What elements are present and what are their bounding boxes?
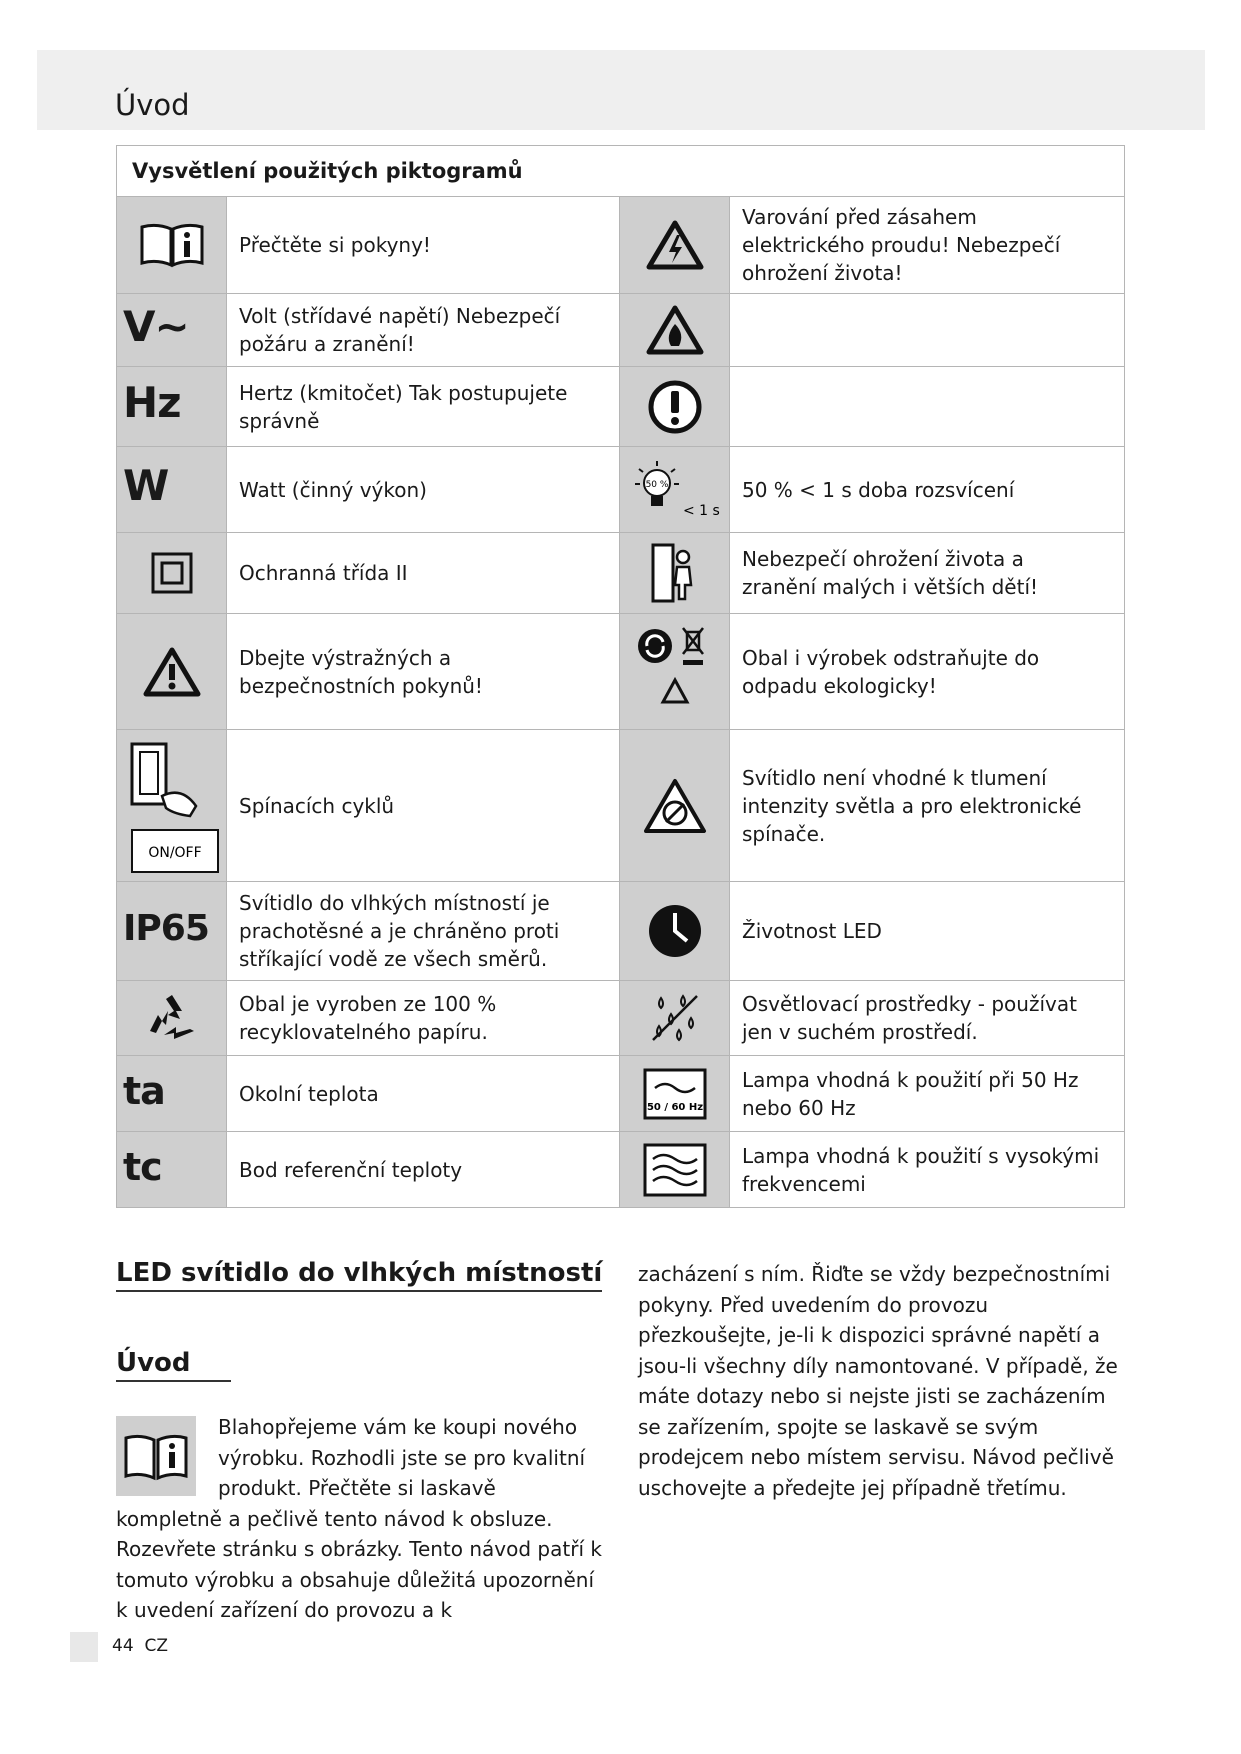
table-cell: Okolní teplota <box>227 1056 620 1132</box>
table-cell <box>730 367 1125 447</box>
table-row <box>117 882 1125 981</box>
table-cell: Svítidlo není vhodné k tlumení intenzity světla a pro elektronické spínače. <box>730 730 1125 882</box>
ip65-icon: IP65 <box>123 908 209 949</box>
warning-triangle-icon <box>117 646 226 698</box>
table-cell: Bod referenční teploty <box>227 1132 620 1208</box>
section-title: LED svítidlo do vlhkých místností <box>116 1258 602 1292</box>
table-cell: Ochranná třída II <box>227 533 620 614</box>
recycling-disposal-icon <box>620 622 729 722</box>
table-cell: Varování před zásahem elektrického proudu! Nebezpečí ohrožení života! <box>730 197 1125 294</box>
section-subtitle: Úvod <box>116 1348 231 1382</box>
frequency-label: 50 / 60 Hz <box>646 1101 703 1113</box>
table-cell: Volt (střídavé napětí) Nebezpečí požáru a zranění! <box>227 294 620 367</box>
switch-cycles-icon <box>117 736 226 876</box>
footer <box>112 1636 168 1656</box>
table-cell: Osvětlovací prostředky - používat jen v suchém prostředí. <box>730 981 1125 1056</box>
table-row <box>117 533 1125 614</box>
volt-ac-icon: V~ <box>123 301 189 351</box>
table-cell: Hertz (kmitočet) Tak postupujete správně <box>227 367 620 447</box>
no-dimmer-icon <box>620 775 729 837</box>
electric-shock-warning-icon <box>620 219 729 271</box>
pictogram-table <box>116 145 1125 1208</box>
table-row <box>117 614 1125 730</box>
child-danger-icon <box>620 541 729 605</box>
table-cell: Dbejte výstražných a bezpečnostních pokynů! <box>227 614 620 730</box>
table-row <box>117 1132 1125 1208</box>
table-row <box>117 294 1125 367</box>
table-cell: Obal i výrobek odstraňujte do odpadu ekologicky! <box>730 614 1125 730</box>
body-left-column <box>116 1412 606 1626</box>
table-cell: 50 % < 1 s doba rozsvícení <box>730 447 1125 533</box>
table-cell: Svítidlo do vlhkých místností je prachotěsné a je chráněno proti stříkající vodě ze všech směrů. <box>227 882 620 981</box>
body-text-left: Blahopřejeme vám ke koupi nového výrobku. Rozhodli jste se pro kvalitní produkt. Přečtěte si laskavě kompletně a pečlivě tento návod k obsluze. Rozevřete stránku s obrázky. Tento návod patří k tomuto výrobku a obsahuje důležitá upozornění k uvedení zařízení do provozu a k <box>116 1415 602 1622</box>
footer-marker <box>70 1632 98 1662</box>
bulb-warmup-icon <box>620 457 729 523</box>
table-cell: Watt (činný výkon) <box>227 447 620 533</box>
table-row <box>117 447 1125 533</box>
table-row <box>117 730 1125 882</box>
table-cell: Obal je vyroben ze 100 % recyklovatelného papíru. <box>227 981 620 1056</box>
read-instructions-icon <box>117 221 226 269</box>
frequency-50-60-icon <box>620 1068 729 1120</box>
bulb-time-label: < 1 s <box>682 502 720 519</box>
ambient-temperature-icon: ta <box>123 1068 165 1113</box>
page-number: 44 <box>112 1636 134 1656</box>
bulb-percent-label: 50 % <box>645 479 668 490</box>
reference-temperature-icon: tc <box>123 1144 162 1189</box>
table-row <box>117 981 1125 1056</box>
fire-warning-icon <box>620 304 729 356</box>
read-instructions-icon <box>116 1416 196 1496</box>
exclamation-circle-icon <box>620 379 729 435</box>
table-cell <box>730 294 1125 367</box>
high-frequency-icon <box>620 1143 729 1197</box>
page-header <box>37 50 1205 130</box>
table-cell: Nebezpečí ohrožení života a zranění malých i větších dětí! <box>730 533 1125 614</box>
body-text-right: zacházení s ním. Řiďte se vždy bezpečnostními pokyny. Před uvedením do provozu přezkoušejte, je-li k dispozici správné napětí a jsou-li všechny díly namontované. V případě, že máte dotazy nebo si nejste jisti se zacházením se zařízením, spojte se laskavě se svým prodejcem nebo místem servisu. Návod pečlivě uschovejte a předejte jej případně třetímu. <box>638 1262 1118 1500</box>
table-cell: Spínacích cyklů <box>227 730 620 882</box>
on-off-label: ON/OFF <box>147 844 202 861</box>
table-cell: Přečtěte si pokyny! <box>227 197 620 294</box>
protection-class-ii-icon <box>117 551 226 595</box>
table-cell: Lampa vhodná k použití při 50 Hz nebo 60 Hz <box>730 1056 1125 1132</box>
page-title: Úvod <box>115 88 190 122</box>
body-right-column <box>638 1259 1128 1503</box>
hertz-icon: Hz <box>123 378 181 427</box>
language-code: CZ <box>144 1636 168 1656</box>
watt-icon: W <box>123 461 169 510</box>
clock-icon <box>620 903 729 959</box>
table-row <box>117 197 1125 294</box>
table-cell: Lampa vhodná k použití s vysokými frekvencemi <box>730 1132 1125 1208</box>
table-title: Vysvětlení použitých piktogramů <box>117 146 1125 197</box>
table-row <box>117 367 1125 447</box>
table-cell: Životnost LED <box>730 882 1125 981</box>
dry-location-icon <box>620 990 729 1046</box>
recycle-icon <box>117 991 226 1045</box>
table-row <box>117 1056 1125 1132</box>
